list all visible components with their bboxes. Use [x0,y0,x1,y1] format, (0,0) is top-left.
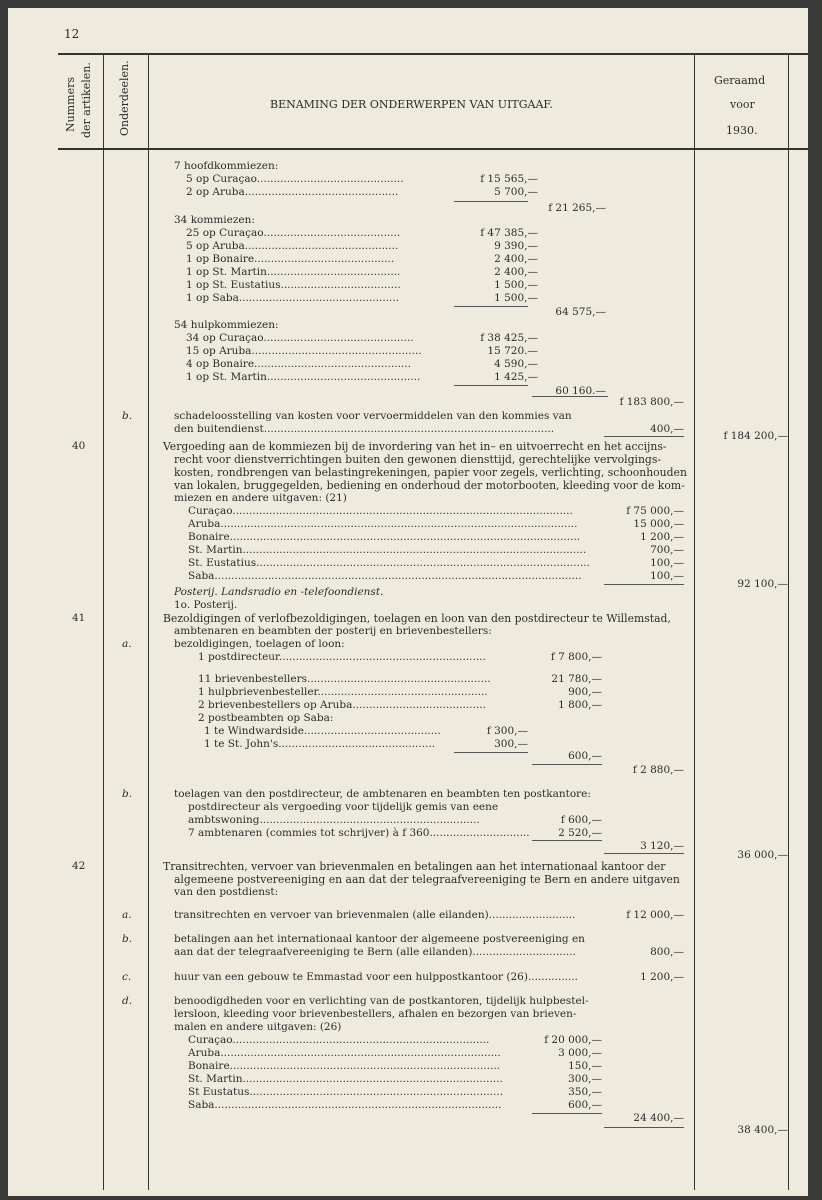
col-divider-4 [788,55,789,1190]
ledger-text: Aruba.................................................................................... [188,1047,501,1059]
ledger-text: 1 op St. Eustatius.................................... [186,279,401,291]
ledger-amount: 1 200,— [640,531,684,543]
subsection-heading: 1o. Posterij. [174,599,238,611]
ledger-amount: 300,— [494,738,528,750]
ledger-text: 1 postdirecteur.............................................................. [198,651,486,663]
section-heading: Posterij. Landsradio en -telefoondienst. [174,586,384,598]
article-number: 40 [72,440,86,452]
ledger-amount: f 600,— [560,814,602,826]
ledger-text: 25 op Curaçao......................................... [186,227,401,239]
ledger-text: 54 hulpkommiezen: [174,319,279,331]
ledger-amount: 150,— [568,1060,602,1072]
ledger-text: van lokalen, bruggegelden, bediening en onderhoud der motorbooten, kleeding voor de kom- [174,479,685,492]
ledger-text: Curaçao............................................................................. [188,1034,490,1046]
ledger-amount: 9 390,— [494,240,538,252]
ledger-text: 1 op Bonaire.......................................... [186,253,395,265]
ledger-amount: f 20 000,— [544,1034,602,1046]
ledger-amount: 100,— [650,570,684,582]
col-onderdeelen: Onderdeelen. [118,60,131,136]
ledger-amount: 21 780,— [551,673,602,685]
ledger-amount: f 300,— [486,725,528,737]
ledger-amount: 700,— [650,544,684,556]
ledger-text: ambtswoning.................................................................. [188,814,480,826]
ledger-text: 2 op Aruba.............................................. [186,186,399,198]
ledger-amount: 2 400,— [494,266,538,278]
part-letter: c. [122,971,132,983]
ledger-amount: f 183 800,— [619,396,684,408]
ledger-text: 4 op Bonaire............................................... [186,358,411,370]
ledger-text: St. Martin.............................................................................. [188,1073,503,1085]
col-geraamd-3: 1930. [726,124,758,137]
ledger-text: 11 brievenbestellers....................................................... [198,673,491,685]
ledger-text: kosten, rondbrengen van belastingrekeningen, papier voor zegels, verlichting, schoonhouden [174,466,687,479]
ledger-amount: 64 575,— [555,306,606,318]
ledger-text: 1 hulpbrievenbesteller................................................... [198,686,488,698]
ledger-amount: 800,— [650,946,684,958]
ledger-amount: 600,— [568,1099,602,1111]
ledger-text: Bezoldigingen of verlofbezoldigingen, toelagen en loon van den postdirecteur te Willemstad, [163,612,671,625]
ledger-text: 1 op Saba................................................ [186,292,400,304]
ledger-text: 1 te St. John's............................................... [204,738,436,750]
ledger-text: 1 op St. Martin........................................ [186,266,401,278]
ledger-text: ambtenaren en beambten der posterij en brievenbestellers: [174,625,492,637]
document-page [8,8,808,1196]
col-divider-2 [148,55,149,1190]
col-divider-3 [694,55,695,1190]
ledger-text: toelagen van den postdirecteur, de ambtenaren en beambten ten postkantore: [174,788,591,800]
subtotal-rule [604,436,684,437]
ledger-text: bezoldigingen, toelagen of loon: [174,638,345,650]
ledger-amount: 1 425,— [494,371,538,383]
ledger-text: 5 op Aruba.............................................. [186,240,399,252]
ledger-amount: 300,— [568,1073,602,1085]
ledger-text: malen en andere uitgaven: (26) [174,1021,342,1033]
ledger-text: schadeloosstelling van kosten voor vervoermiddelen van den kommies van [174,410,572,422]
ledger-text: miezen en andere uitgaven: (21) [174,492,347,504]
ledger-amount: 400,— [650,423,684,435]
part-letter: b. [122,410,133,422]
ledger-text: St. Martin....................................................................................................... [188,544,587,556]
ledger-text: 34 kommiezen: [174,214,255,226]
ledger-text: aan dat der telegraafvereeniging te Bern (alle eilanden)............................... [174,946,576,958]
article-number: 41 [72,612,86,624]
ledger-text: Bonaire................................................................................. [188,1060,501,1072]
page-number: 12 [64,27,80,41]
ledger-text: benoodigdheden voor en verlichting van de postkantoren, tijdelijk hulpbestel- [174,995,589,1007]
col-divider-1 [103,55,104,1190]
ledger-text: betalingen aan het internationaal kantoor der algemeene postvereeniging en [174,933,585,945]
ledger-amount: 3 120,— [640,840,684,852]
ledger-amount: f 12 000,— [626,909,684,921]
ledger-text: 1 op St. Martin.............................................. [186,371,421,383]
ledger-text: Vergoeding aan de kommiezen bij de invordering van het in– en uitvoerrecht en het accijns- [163,440,667,453]
subtotal-rule [604,1127,684,1128]
ledger-text: den buitendienst....................................................................................... [174,423,555,435]
ledger-text: huur van een gebouw te Emmastad voor een hulppostkantoor (26)............... [174,971,579,983]
ledger-text: Aruba........................................................................................................... [188,518,578,530]
ledger-amount: 15 000,— [633,518,684,530]
ledger-text: postdirecteur als vergoeding voor tijdelijk gemis van eene [188,801,499,813]
ledger-text: 2 postbeambten op Saba: [198,712,334,724]
header-top-rule [58,53,808,55]
ledger-text: Saba.............................................................................................................. [188,570,582,582]
ledger-amount: f 184 200,— [723,430,788,442]
ledger-amount: 1 500,— [494,292,538,304]
ledger-text: 7 ambtenaren (commies tot schrijver) à f 360.............................. [188,827,530,839]
ledger-text: 15 op Aruba................................................... [186,345,422,357]
ledger-amount: 600,— [568,750,602,762]
col-benaming: BENAMING DER ONDERWERPEN VAN UITGAAF. [270,98,553,111]
ledger-text: transitrechten en vervoer van brievenmalen (alle eilanden).......................... [174,909,576,921]
ledger-amount: 100,— [650,557,684,569]
ledger-amount: 2 520,— [558,827,602,839]
header-bottom-rule [58,148,808,150]
part-letter: a. [122,909,132,921]
ledger-text: 34 op Curaçao............................................. [186,332,414,344]
subtotal-rule [604,853,684,854]
ledger-amount: 900,— [568,686,602,698]
ledger-amount: f 21 265,— [548,202,606,214]
part-letter: a. [122,638,132,650]
ledger-amount: f 47 385,— [480,227,538,239]
ledger-text: 5 op Curaçao............................................ [186,173,404,185]
ledger-amount: 1 500,— [494,279,538,291]
ledger-amount: f 38 425,— [480,332,538,344]
ledger-text: 2 brievenbestellers op Aruba........................................ [198,699,486,711]
ledger-text: van den postdienst: [174,886,279,898]
part-letter: d. [122,995,133,1007]
ledger-amount: f 2 880,— [632,764,684,776]
ledger-text: 7 hoofdkommiezen: [174,160,279,172]
ledger-text: recht voor dienstverrichtingen buiten den gewonen diensttijd, gerechtelijke vervolgings- [174,453,662,466]
col-nummers-2: der artikelen. [80,62,93,138]
ledger-text: Transitrechten, vervoer van brievenmalen en betalingen aan het internationaal kantoor der [163,860,666,873]
ledger-text: algemeene postvereeniging en aan dat der telegraafvereeniging te Bern en andere uitgaven [174,873,680,886]
ledger-amount: f 7 800,— [550,651,602,663]
col-geraamd-1: Geraamd [714,74,766,87]
ledger-amount: f 15 565,— [480,173,538,185]
ledger-amount: 1 200,— [640,971,684,983]
ledger-amount: 4 590,— [494,358,538,370]
ledger-amount: 3 000,— [558,1047,602,1059]
ledger-amount: 350,— [568,1086,602,1098]
ledger-text: St Eustatus............................................................................ [188,1086,504,1098]
ledger-amount: 38 400,— [737,1124,788,1136]
col-geraamd-2: voor [730,98,755,111]
ledger-amount: 2 400,— [494,253,538,265]
col-nummers-1: Nummers [64,77,77,132]
part-letter: b. [122,788,133,800]
ledger-amount: 36 000,— [737,849,788,861]
ledger-amount: 15 720.— [487,345,538,357]
subtotal-rule [604,584,684,585]
ledger-text: 1 te Windwardside......................................... [204,725,441,737]
ledger-text: St. Eustatius.................................................................................................... [188,557,590,569]
ledger-amount: 92 100,— [737,578,788,590]
part-letter: b. [122,933,133,945]
ledger-amount: 24 400,— [633,1112,684,1124]
ledger-text: Saba...................................................................................... [188,1099,502,1111]
article-number: 42 [72,860,86,872]
ledger-text: Bonaire......................................................................................................... [188,531,581,543]
ledger-text: lersloon, kleeding voor brievenbestellers, afhalen en bezorgen van brieven- [174,1008,577,1020]
ledger-amount: 5 700,— [494,186,538,198]
ledger-amount: 60 160.— [555,385,606,397]
ledger-amount: 1 800,— [558,699,602,711]
ledger-text: Curaçao...................................................................................................... [188,505,573,517]
ledger-amount: f 75 000,— [626,505,684,517]
